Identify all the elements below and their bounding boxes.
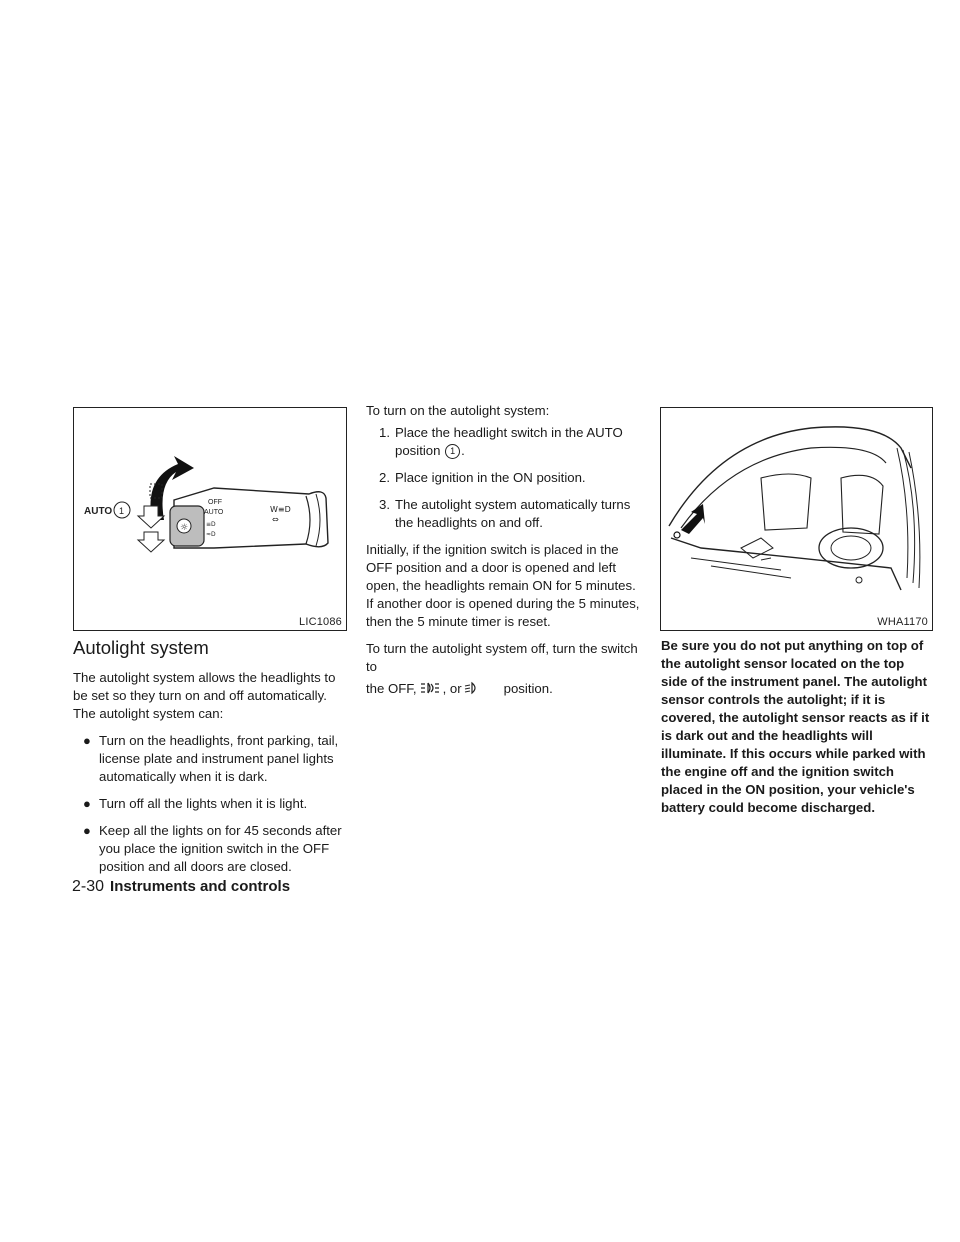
step-item: 3. The autolight system automatically turns the headlights on and off.	[379, 497, 631, 530]
off-instruction-line1: To turn the autolight system off, turn the switch to	[366, 641, 638, 674]
page-number: 2-30	[72, 878, 105, 895]
parking-light-icon	[419, 681, 441, 700]
svg-text:≡D: ≡D	[206, 521, 216, 528]
callout-1: 1	[119, 506, 125, 516]
sensor-figure	[660, 407, 933, 631]
right-column	[661, 637, 934, 826]
callout-1: 1	[445, 444, 460, 459]
headlight-icon	[464, 681, 480, 700]
steps-intro: To turn on the autolight system:	[366, 403, 550, 418]
headlight-switch-illustration	[74, 408, 346, 630]
switch-figure	[73, 407, 347, 631]
intro-paragraph: The autolight system allows the headlights to be set so they turn on and off automatically. The autolight system can:	[73, 670, 336, 721]
off-instruction-line2: the OFF, , or position.	[366, 680, 642, 700]
switch-off-text: OFF	[208, 499, 222, 506]
figure-code: LIC1086	[299, 616, 342, 628]
svg-text:☼: ☼	[180, 523, 189, 533]
figure-code: WHA1170	[877, 616, 928, 628]
dashboard-sensor-illustration	[661, 408, 932, 630]
section-heading: Autolight system	[73, 637, 209, 658]
step-item: 2. Place ignition in the ON position.	[379, 470, 586, 485]
page-footer	[72, 878, 290, 896]
list-item: ● Turn on the headlights, front parking, tail, license plate and instrument panel lights automatically when it is dark.	[83, 733, 339, 784]
middle-column	[366, 402, 642, 709]
svg-text:⇔: ⇔	[272, 515, 279, 524]
switch-auto-text: AUTO	[204, 509, 224, 516]
section-title: Instruments and controls	[110, 878, 291, 895]
list-item: ● Keep all the lights on for 45 seconds after you place the ignition switch in the OFF position and all doors are closed.	[83, 823, 342, 874]
list-item: ● Turn off all the lights when it is light.	[83, 796, 308, 811]
svg-text:≈D: ≈D	[206, 531, 216, 538]
step-item: 1. Place the headlight switch in the AUTO position 1 .	[379, 425, 623, 458]
svg-text:W≡D: W≡D	[270, 505, 291, 514]
warning-paragraph: Be sure you do not put anything on top of the autolight sensor located on the top side of the instrument panel. The autolight sensor controls the autolight; if it is covered, the autolight sensor reacts as if it is dark out and the headlights will illuminate. If this occurs while parked with the engine off and the ignition switch placed in the ON position, your vehicle's battery could become discharged.	[661, 638, 930, 815]
left-column	[73, 637, 348, 885]
timer-paragraph: Initially, if the ignition switch is placed in the OFF position and a door is opened and left open, the headlights remain ON for 5 minutes. If another door is opened during the 5 minutes, then the 5 minute timer is reset.	[366, 542, 640, 629]
auto-label: AUTO	[84, 506, 113, 517]
